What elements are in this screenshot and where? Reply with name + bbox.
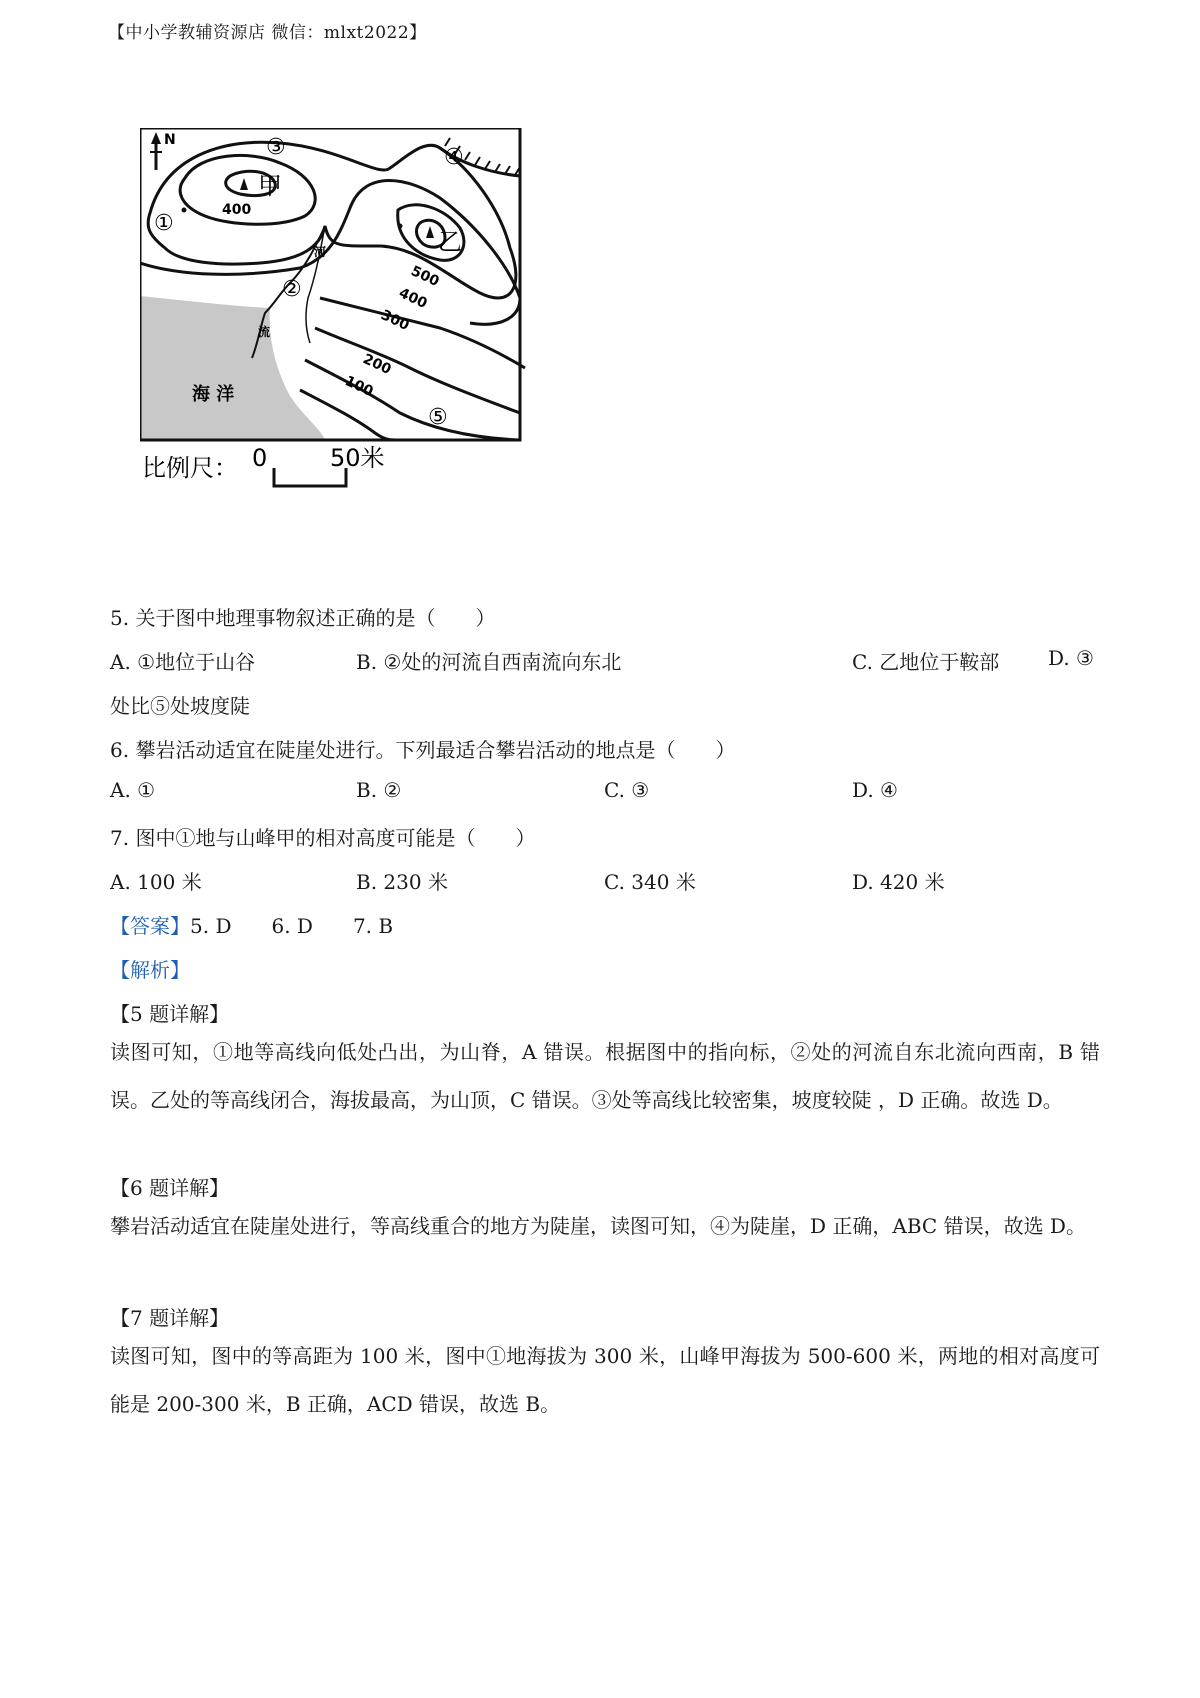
ocean-label: 海 洋 <box>192 384 235 405</box>
question-5-option-c: C. 乙地位于鞍部 <box>852 650 1000 674</box>
north-label: N <box>164 132 176 148</box>
question-5-option-a: A. ①地位于山谷 <box>110 650 256 674</box>
contour-label: 100 <box>342 373 376 400</box>
question-6-option-c: C. ③ <box>604 778 650 802</box>
detail-5-text: 读图可知，①地等高线向低处凸出，为山脊，A 错误。根据图中的指向标，②处的河流自东北流向西南，B 错误。乙处的等高线闭合，海拔最高，为山顶，C 错误。③处等高线比较密集，坡度较陡 ，D 正确。故选 D。 <box>110 1040 1100 1112</box>
question-7-option-d: D. 420 米 <box>852 870 945 894</box>
ocean-area <box>140 296 325 440</box>
question-6-stem: 6. 攀岩活动适宜在陡崖处进行。下列最适合攀岩活动的地点是（ ） <box>110 738 736 762</box>
river-label: 河 <box>314 245 327 259</box>
question-6-option-b: B. ② <box>356 778 402 802</box>
point-label: ④ <box>444 145 464 170</box>
contour-label: 500 <box>408 263 442 290</box>
point-label: ③ <box>266 135 286 160</box>
answer-text: 5. D 6. D 7. B <box>190 914 394 938</box>
contour-label: 200 <box>360 351 394 378</box>
question-7-stem: 7. 图中①地与山峰甲的相对高度可能是（ ） <box>110 826 536 850</box>
contour-line <box>315 328 520 413</box>
contour-label: 300 <box>378 307 412 334</box>
question-6-option-a: A. ① <box>110 778 156 802</box>
detail-7-title: 【7 题详解】 <box>110 1306 230 1330</box>
question-7-option-b: B. 230 米 <box>356 870 448 894</box>
point-marker <box>398 224 403 229</box>
scale-zero: 0 <box>252 444 268 472</box>
scale-max: 50米 <box>330 444 385 472</box>
question-5-option-b: B. ②处的河流自西南流向东北 <box>356 650 622 674</box>
question-7-option-c: C. 340 米 <box>604 870 696 894</box>
scale-label: 比例尺： <box>142 454 238 482</box>
peak-b-label: 乙 <box>438 228 462 256</box>
contour-map <box>140 128 580 558</box>
question-5-option-d-continued: 处比⑤处坡度陡 <box>110 694 250 718</box>
contour-label: 400 <box>396 285 430 312</box>
analysis-label: 【解析】 <box>110 958 190 982</box>
question-5-stem: 5. 关于图中地理事物叙述正确的是（ ） <box>110 606 496 630</box>
point-label: ① <box>154 211 174 236</box>
detail-6-title: 【6 题详解】 <box>110 1176 230 1200</box>
detail-6-text: 攀岩活动适宜在陡崖处进行，等高线重合的地方为陡崖，读图可知，④为陡崖，D 正确，ABC 错误，故选 D。 <box>110 1214 1086 1238</box>
answer-line <box>110 910 393 939</box>
contour-label: 400 <box>222 202 252 218</box>
detail-7-text: 读图可知，图中的等高距为 100 米，图中①地海拔为 300 米，山峰甲海拔为 500-600 米，两地的相对高度可能是 200-300 米，B 正确，ACD 错误，故选 B。 <box>110 1344 1100 1416</box>
peak-a-label: 甲 <box>258 172 282 200</box>
north-arrow-icon <box>150 132 162 170</box>
river-label: 流 <box>258 325 271 339</box>
point-label: ⑤ <box>428 405 448 430</box>
question-6-option-d: D. ④ <box>852 778 898 802</box>
answer-label: 【答案】 <box>110 914 190 938</box>
peak-icon <box>240 178 248 190</box>
page-header: 【中小学教辅资源店 微信：mlxt2022】 <box>108 23 427 43</box>
detail-5-title: 【5 题详解】 <box>110 1002 230 1026</box>
question-5-option-d: D. ③ <box>1048 646 1094 670</box>
point-marker <box>182 208 187 213</box>
peak-icon <box>426 226 434 238</box>
question-7-option-a: A. 100 米 <box>110 870 202 894</box>
point-label: ② <box>282 277 302 302</box>
